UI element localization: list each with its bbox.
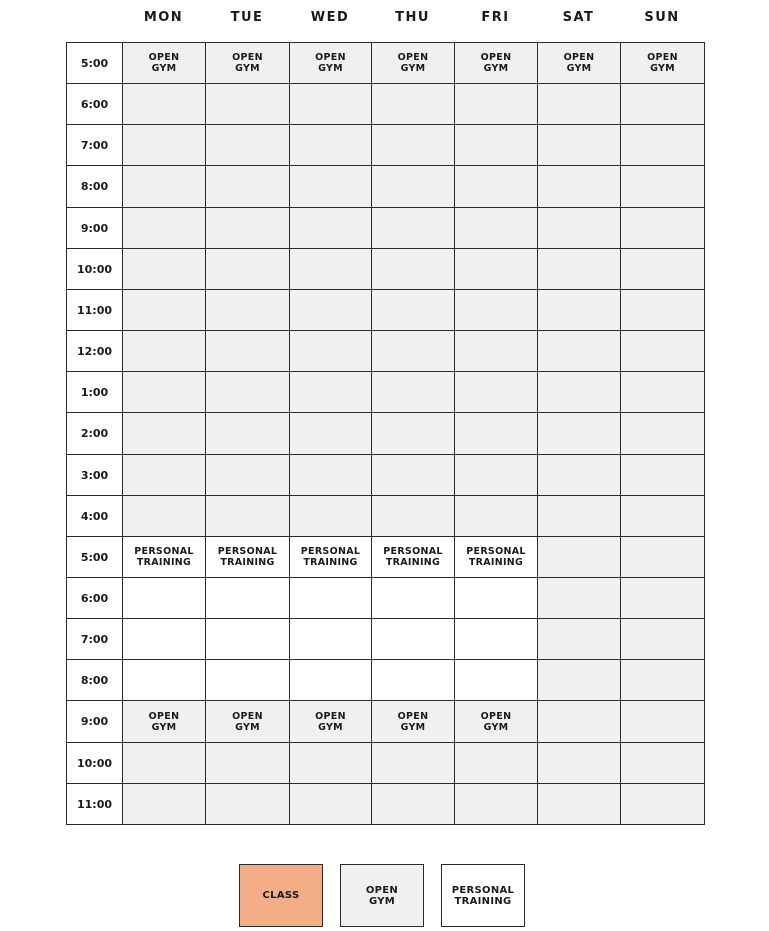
legend-personal-training-line2: TRAINING	[454, 895, 512, 907]
schedule-cell	[289, 495, 372, 537]
schedule-cell: PERSONAL TRAINING	[205, 536, 290, 578]
day-header-tue: TUE	[230, 10, 264, 25]
schedule-cell	[205, 124, 290, 166]
schedule-cell	[122, 454, 206, 496]
day-header-sun: SUN	[644, 10, 680, 25]
time-label: 8:00	[66, 659, 123, 701]
schedule-cell	[205, 495, 290, 537]
schedule-cell	[371, 577, 455, 619]
time-label: 12:00	[66, 330, 123, 372]
schedule-cell	[620, 83, 705, 125]
schedule-cell	[454, 248, 538, 290]
schedule-cell	[205, 577, 290, 619]
schedule-cell	[537, 618, 621, 660]
schedule-cell	[537, 83, 621, 125]
schedule-cell	[537, 165, 621, 208]
schedule-cell	[205, 454, 290, 496]
schedule-cell	[371, 124, 455, 166]
schedule-cell: OPEN GYM	[122, 700, 206, 743]
schedule-cell	[371, 742, 455, 784]
schedule-cell: OPEN GYM	[371, 700, 455, 743]
schedule-cell: OPEN GYM	[620, 42, 705, 84]
schedule-cell: OPEN GYM	[454, 700, 538, 743]
schedule-cell	[122, 577, 206, 619]
schedule-cell: OPEN GYM	[454, 42, 538, 84]
schedule-cell	[454, 783, 538, 825]
schedule-cell	[537, 577, 621, 619]
schedule-cell	[122, 124, 206, 166]
schedule-cell: OPEN GYM	[371, 42, 455, 84]
schedule-cell: OPEN GYM	[205, 42, 290, 84]
schedule-cell	[289, 659, 372, 701]
schedule-cell	[620, 783, 705, 825]
schedule-cell	[371, 165, 455, 208]
schedule-cell	[454, 742, 538, 784]
schedule-cell	[454, 289, 538, 331]
schedule-cell	[537, 207, 621, 249]
schedule-cell	[122, 207, 206, 249]
schedule-cell	[454, 207, 538, 249]
schedule-cell	[289, 330, 372, 372]
schedule-cell	[122, 742, 206, 784]
schedule-cell	[620, 248, 705, 290]
schedule-cell	[537, 495, 621, 537]
schedule-cell	[371, 495, 455, 537]
schedule-cell	[122, 248, 206, 290]
day-header-sat: SAT	[562, 10, 595, 25]
schedule-cell	[537, 454, 621, 496]
time-label: 4:00	[66, 495, 123, 537]
schedule-cell	[289, 618, 372, 660]
schedule-cell	[620, 742, 705, 784]
schedule-cell	[289, 124, 372, 166]
schedule-cell	[205, 412, 290, 455]
schedule-cell	[454, 83, 538, 125]
schedule-cell: OPEN GYM	[289, 700, 372, 743]
schedule-cell	[620, 700, 705, 743]
schedule-cell	[289, 248, 372, 290]
schedule-cell	[205, 83, 290, 125]
schedule-cell: PERSONAL TRAINING	[289, 536, 372, 578]
schedule-cell	[537, 412, 621, 455]
schedule-cell	[537, 248, 621, 290]
schedule-cell	[205, 783, 290, 825]
schedule-cell	[205, 371, 290, 413]
schedule-cell	[537, 783, 621, 825]
schedule-cell: OPEN GYM	[122, 42, 206, 84]
schedule-cell	[454, 371, 538, 413]
schedule-cell	[205, 165, 290, 208]
schedule-cell	[371, 248, 455, 290]
schedule-cell	[289, 207, 372, 249]
time-label: 9:00	[66, 700, 123, 743]
schedule-cell	[620, 412, 705, 455]
schedule-cell	[620, 495, 705, 537]
schedule-cell: PERSONAL TRAINING	[122, 536, 206, 578]
schedule-cell	[289, 783, 372, 825]
schedule-cell	[620, 207, 705, 249]
schedule-cell	[620, 577, 705, 619]
schedule-cell	[122, 165, 206, 208]
schedule-cell	[371, 289, 455, 331]
schedule-cell	[289, 577, 372, 619]
time-label: 9:00	[66, 207, 123, 249]
schedule-cell	[122, 783, 206, 825]
schedule-cell	[122, 289, 206, 331]
schedule-cell	[289, 289, 372, 331]
schedule-cell	[289, 454, 372, 496]
schedule-cell	[620, 165, 705, 208]
schedule-cell: PERSONAL TRAINING	[454, 536, 538, 578]
day-header-mon: MON	[143, 10, 184, 25]
schedule-cell	[620, 124, 705, 166]
legend-open-gym-line2: GYM	[368, 895, 396, 907]
schedule-cell	[205, 330, 290, 372]
schedule-cell	[620, 371, 705, 413]
schedule-cell: PERSONAL TRAINING	[371, 536, 455, 578]
schedule-cell: OPEN GYM	[289, 42, 372, 84]
time-label: 7:00	[66, 618, 123, 660]
schedule-cell	[620, 536, 705, 578]
schedule-cell	[122, 495, 206, 537]
time-label: 7:00	[66, 124, 123, 166]
day-header-fri: FRI	[481, 10, 510, 25]
legend-personal-training	[441, 864, 525, 927]
legend-open-gym	[340, 864, 424, 927]
schedule-cell	[289, 165, 372, 208]
schedule-cell	[371, 207, 455, 249]
schedule-cell	[289, 371, 372, 413]
schedule-cell	[371, 412, 455, 455]
legend-open-gym-line1: OPEN	[365, 884, 399, 896]
time-label: 6:00	[66, 577, 123, 619]
schedule-cell	[620, 454, 705, 496]
time-label: 11:00	[66, 289, 123, 331]
legend-personal-training-line1: PERSONAL	[451, 884, 515, 896]
schedule-cell	[371, 618, 455, 660]
schedule-cell	[122, 618, 206, 660]
time-label: 6:00	[66, 83, 123, 125]
schedule-cell	[371, 83, 455, 125]
schedule-cell	[537, 289, 621, 331]
time-label: 8:00	[66, 165, 123, 208]
day-header-wed: WED	[310, 10, 350, 25]
time-label: 2:00	[66, 412, 123, 455]
schedule-cell	[371, 330, 455, 372]
schedule-cell	[454, 330, 538, 372]
schedule-cell	[205, 289, 290, 331]
schedule-cell: OPEN GYM	[205, 700, 290, 743]
time-label: 11:00	[66, 783, 123, 825]
time-label: 5:00	[66, 42, 123, 84]
schedule-cell	[454, 577, 538, 619]
schedule-cell	[537, 371, 621, 413]
schedule-cell	[371, 454, 455, 496]
schedule-cell	[620, 289, 705, 331]
schedule-cell	[537, 742, 621, 784]
schedule-cell	[537, 330, 621, 372]
time-label: 3:00	[66, 454, 123, 496]
time-label: 10:00	[66, 742, 123, 784]
schedule-cell	[537, 124, 621, 166]
schedule-cell	[537, 536, 621, 578]
schedule-cell	[454, 454, 538, 496]
schedule-cell	[454, 165, 538, 208]
schedule-cell	[454, 124, 538, 166]
schedule-cell	[620, 618, 705, 660]
schedule-cell	[205, 659, 290, 701]
legend-class	[239, 864, 323, 927]
schedule-cell	[454, 618, 538, 660]
schedule-cell	[289, 412, 372, 455]
schedule-cell	[537, 659, 621, 701]
schedule-cell	[205, 742, 290, 784]
time-label: 10:00	[66, 248, 123, 290]
schedule-cell	[371, 371, 455, 413]
schedule-cell	[205, 248, 290, 290]
schedule-cell: OPEN GYM	[537, 42, 621, 84]
schedule-cell	[620, 330, 705, 372]
schedule-cell	[289, 83, 372, 125]
schedule-cell	[122, 412, 206, 455]
schedule-cell	[289, 742, 372, 784]
time-label: 1:00	[66, 371, 123, 413]
schedule-cell	[454, 659, 538, 701]
schedule-cell	[122, 330, 206, 372]
day-header-thu: THU	[395, 10, 430, 25]
schedule-cell	[454, 412, 538, 455]
schedule-cell	[122, 83, 206, 125]
schedule-cell	[371, 783, 455, 825]
schedule-cell	[371, 659, 455, 701]
schedule-cell	[205, 207, 290, 249]
schedule-cell	[205, 618, 290, 660]
schedule-cell	[620, 659, 705, 701]
schedule-cell	[454, 495, 538, 537]
time-label: 5:00	[66, 536, 123, 578]
schedule-cell	[537, 700, 621, 743]
schedule-cell	[122, 659, 206, 701]
legend-class-label: CLASS	[262, 890, 300, 901]
schedule-cell	[122, 371, 206, 413]
